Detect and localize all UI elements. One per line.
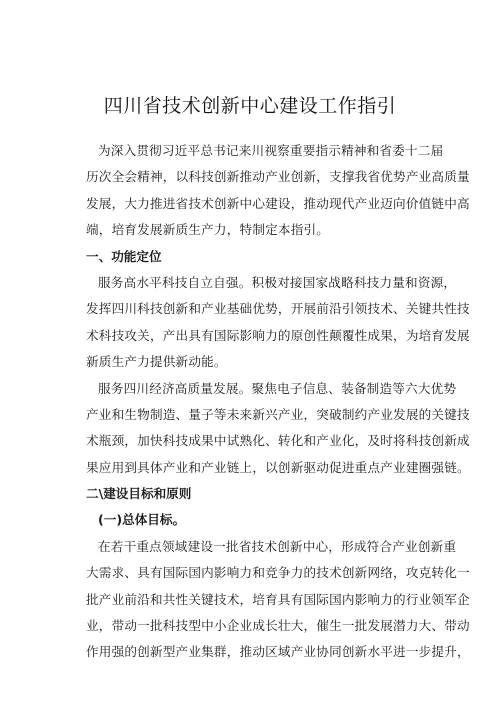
paragraph-4-line: 批产业前沿和共性关键技术，培育具有国际国内影响力的行业领军企 xyxy=(86,591,470,607)
paragraph-3-line: 产业和生物制造、量子等未来新兴产业，突破制约产业发展的关键技 xyxy=(86,406,470,422)
section-heading-2: 二\建设目标和原则 xyxy=(86,486,192,502)
paragraph-3-line: 果应用到具体产业和产业链上，以创新驱动促进重点产业建圈强链。 xyxy=(86,459,470,475)
paragraph-1-line: 历次全会精神，以科技创新推动产业创新，支撑我省优势产业高质量 xyxy=(86,169,470,185)
paragraph-4-line: 业，带动一批科技型中小企业成长壮大，催生一批发展潜力大、带动 xyxy=(86,618,470,634)
paragraph-2-line: 术科技攻关，产出具有国际影响力的原创性颠覆性成果，为培育发展 xyxy=(86,327,470,343)
paragraph-4-line: 作用强的创新型产业集群，推动区域产业协同创新水平进一步提升， xyxy=(86,644,470,660)
subsection-heading: (一)总体目标。 xyxy=(98,512,186,528)
paragraph-3-line: 服务四川经济高质量发展。聚焦电子信息、装备制造等六大优势 xyxy=(98,380,457,396)
section-heading-1: 一、功能定位 xyxy=(86,248,162,264)
paragraph-4-line: 大需求、具有国际国内影响力和竞争力的技术创新网络，攻克转化一 xyxy=(86,565,470,581)
paragraph-1-line: 为深入贯彻习近平总书记来川视察重要指示精神和省委十二届 xyxy=(98,143,444,158)
paragraph-4-line: 在若干重点领域建设一批省技术创新中心，形成符合产业创新重 xyxy=(98,538,457,554)
document-body xyxy=(86,138,470,666)
paragraph-1-line: 发展，大力推进省技术创新中心建设，推动现代产业迈向价值链中高 xyxy=(86,195,470,211)
paragraph-1-line: 端，培育发展新质生产力，特制定本指引。 xyxy=(86,222,330,238)
paragraph-3-line: 术瓶颈，加快科技成果中试熟化、转化和产业化，及时将科技创新成 xyxy=(86,433,470,449)
paragraph-2-line: 服务高水平科技自立自强。积极对接国家战略科技力量和资源， xyxy=(98,274,457,290)
document-title: 四川省技术创新中心建设工作指引 xyxy=(103,95,397,117)
paragraph-2-line: 新质生产力提供新动能。 xyxy=(86,354,227,370)
paragraph-2-line: 发挥四川科技创新和产业基础优势，开展前沿引领技术、关键共性技 xyxy=(86,301,470,317)
